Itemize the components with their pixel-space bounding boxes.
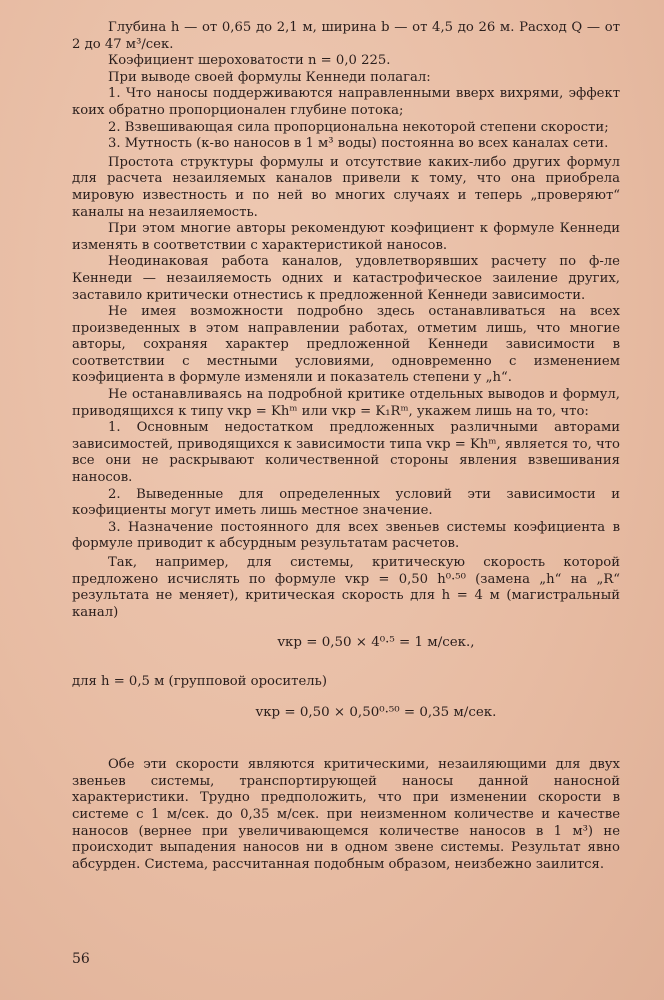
paragraph: Коэфициент шероховатости n = 0,0 225. (108, 53, 391, 69)
paragraph: Так, например, для системы, критическую скорость которой предложено исчислять по формуле vкр = 0,50 h⁰·⁵⁰ (замена „h“ на „R“ результата не меняет), критическая скорость для h = 4 м (магистральный канал) (72, 555, 620, 620)
formula-group: vкр = 0,50 × 0,50⁰·⁵⁰ = 0,35 м/сек. (255, 704, 497, 720)
paragraph: Не имея возможности подробно здесь останавливаться на всех произведенных в этом направлении работах, отметим лишь, что многие авторы, сохраняя характер предложенной Кеннеди зависимости в соответствии с местными условиями, одновременно с изменением коэфициента в формуле изменяли и показатель степени у „h“. (72, 304, 620, 386)
list-item: 3. Назначение постоянного для всех звеньев системы коэфициента в формуле приводит к абсурдным результатам расчетов. (72, 519, 620, 552)
list-item: 1. Что наносы поддерживаются направленными вверх вихрями, эффект коих обратно пропорционален глубине потока; (72, 86, 620, 118)
formula-magistral: vкр = 0,50 × 4⁰·⁵ = 1 м/сек., (277, 635, 475, 651)
list-item: 1. Основным недостатком предложенных различными авторами зависимостей, приводящихся к зависимости типа vкр = Khᵐ, является то, что все они не раскрывают количественной стороны явления взвешивания наносов. (72, 420, 620, 486)
paragraph: При этом многие авторы рекомендуют коэфициент к формуле Кеннеди изменять в соответствии с характеристикой наносов. (72, 221, 620, 253)
paragraph: Глубина h — от 0,65 до 2,1 м, ширина b — от 4,5 до 26 м. Расход Q — от 2 до 47 м³/сек. (72, 20, 620, 52)
page-content (72, 20, 620, 873)
paragraph: Простота структуры формулы и отсутствие каких-либо других формул для расчета незаиляемых каналов привели к тому, что она приобрела мировую известность и по ней во многих случаях и теперь „проверяют“ каналы на незаиляемость. (72, 154, 620, 220)
paragraph: Неодинаковая работа каналов, удовлетворявших расчету по ф-ле Кеннеди — незаиляемость одних и катастрофическое заиление других, заставило критически отнестись к предложенной Кеннеди зависимости. (72, 254, 620, 303)
list-item: 2. Выведенные для определенных условий эти зависимости и коэфициенты могут иметь лишь местное значение. (72, 486, 620, 519)
list-item: 2. Взвешивающая сила пропорциональна некоторой степени скорости; (108, 119, 609, 135)
paragraph: Обе эти скорости являются критическими, незаиляющими для двух звеньев системы, транспортирующей наносы данной наносной характеристики. Трудно предположить, что при изменении скорости в системе с 1 м/сек. до 0,35 м/сек. при неизменном количестве и качестве наносов (вернее при увеличивающемся количестве наносов в 1 м³) не происходит выпадения наносов ни в одном звене системы. Результат явно абсурден. Система, рассчитанная подобным образом, неизбежно заилится. (72, 757, 620, 872)
paragraph: Не останавливаясь на подробной критике отдельных выводов и формул, приводящихся к типу vкр = Khᵐ или vкр = K₁Rᵐ, укажем лишь на то, что: (72, 387, 620, 419)
list-item: 3. Мутность (к-во наносов в 1 м³ воды) постоянна во всех каналах сети. (108, 136, 609, 152)
formula-caption: для h = 0,5 м (групповой ороситель) (72, 673, 327, 689)
page-number: 56 (72, 951, 90, 967)
paragraph: При выводе своей формулы Кеннеди полагал: (108, 69, 431, 85)
